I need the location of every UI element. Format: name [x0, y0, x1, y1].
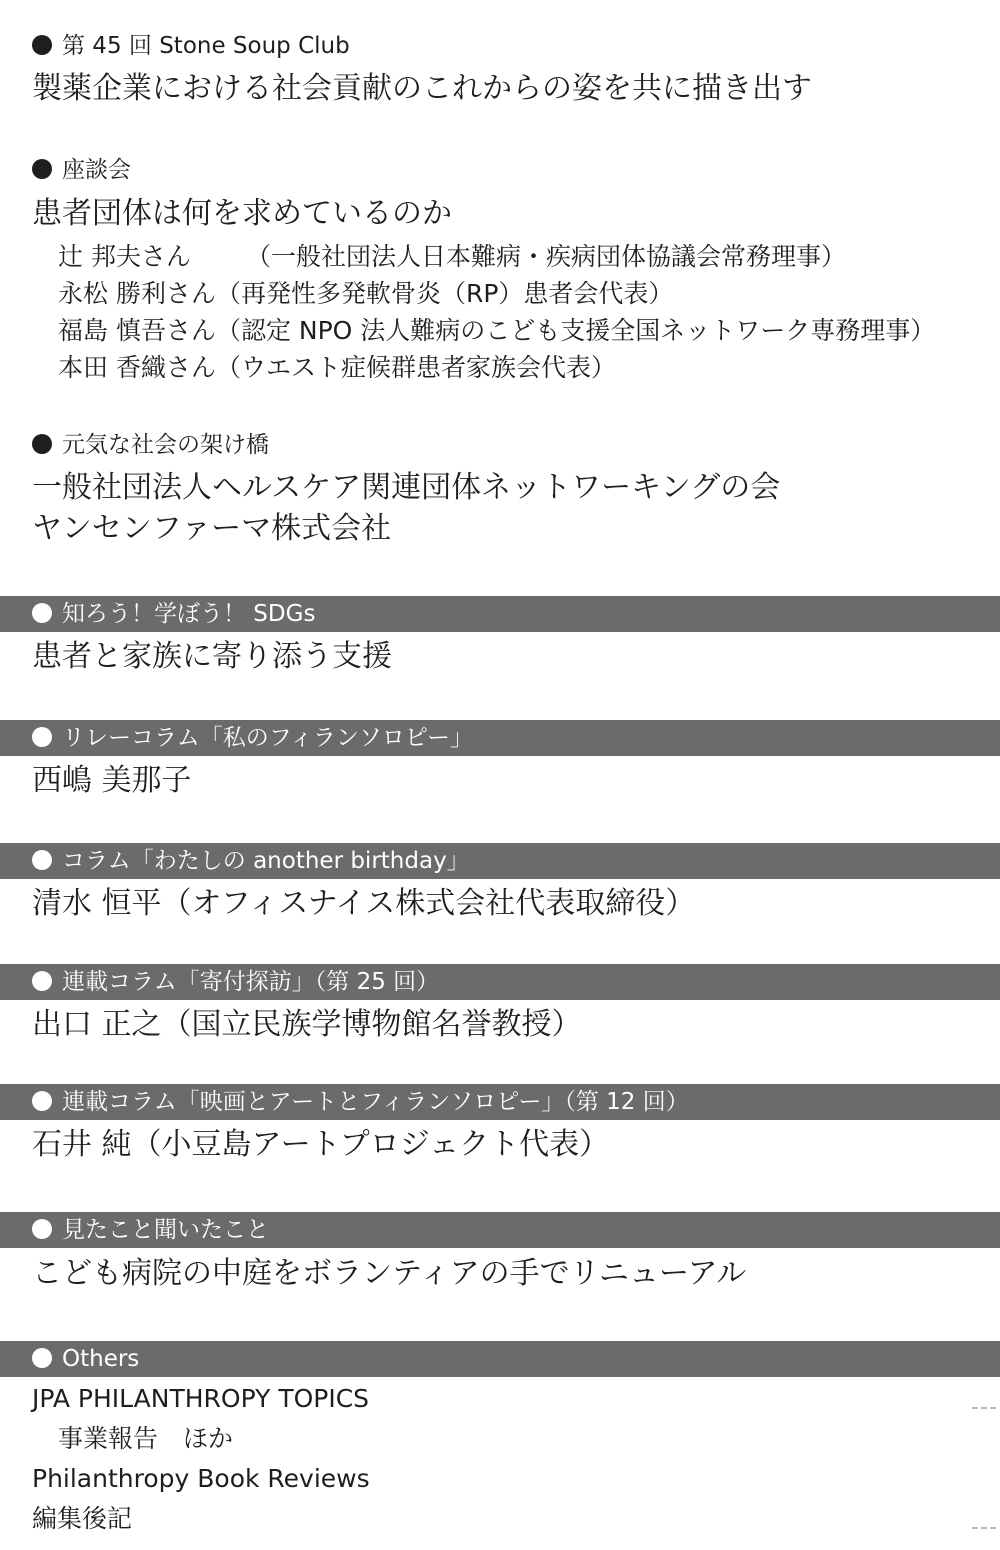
- bullet-dot-icon: [32, 1091, 52, 1111]
- section-header-text: リレーコラム「私のフィランソロピー」: [62, 725, 474, 751]
- section-header-text: 連載コラム「寄付探訪」（第 25 回）: [62, 969, 440, 995]
- stone-soup-title: 製薬企業における社会貢献のこれからの姿を共に描き出す: [32, 71, 812, 106]
- section-content-film-and-art: 石井 純（小豆島アートプロジェクト代表）: [32, 1127, 610, 1162]
- participant-affiliation: （再発性多発軟骨炎（RP）患者会代表）: [215, 279, 674, 308]
- bullet-dot-icon: [32, 727, 52, 747]
- section-header-text: Others: [62, 1346, 140, 1372]
- section-header-text: 見たこと聞いたこと: [62, 1217, 269, 1243]
- others-item: Philanthropy Book Reviews: [32, 1464, 370, 1493]
- genki-line: ヤンセンファーマ株式会社: [32, 511, 392, 546]
- section-header-text: コラム「わたしの another birthday」: [62, 848, 470, 874]
- others-item: JPA PHILANTHROPY TOPICS: [32, 1384, 370, 1413]
- section-header-seen-and-heard: [0, 1212, 1000, 1248]
- genki-line: 一般社団法人ヘルスケア関連団体ネットワーキングの会: [32, 470, 781, 505]
- bullet-dot-icon: [32, 159, 52, 179]
- bullet-dot-icon: [32, 434, 52, 454]
- participant: [58, 351, 616, 385]
- section-header-sdgs: [0, 596, 1000, 632]
- section-header-text: 連載コラム「映画とアートとフィランソロピー」（第 12 回）: [62, 1089, 689, 1115]
- others-item: 事業報告 ほか: [58, 1424, 234, 1453]
- others-item: 編集後記: [32, 1504, 133, 1533]
- participant: [58, 314, 935, 348]
- bullet-dot-icon: [32, 971, 52, 991]
- bullet-dot-icon: [32, 35, 52, 55]
- participant-affiliation: （一般社団法人日本難病・疾病団体協議会常務理事）: [246, 242, 847, 271]
- section-header-another-birthday: [0, 843, 1000, 879]
- section-content-relay-column: 西嶋 美那子: [32, 763, 192, 798]
- zadankai-label-text: 座談会: [62, 157, 131, 183]
- participant-affiliation: （ウエスト症候群患者家族会代表）: [215, 353, 616, 382]
- participant-name: 福島 慎吾さん: [58, 316, 216, 345]
- section-header-others: [0, 1341, 1000, 1377]
- section-content-seen-and-heard: こども病院の中庭をボランティアの手でリニューアル: [32, 1256, 747, 1291]
- page-edge-mark: [972, 1527, 996, 1531]
- participant: [58, 277, 673, 311]
- participant-name: 本田 香織さん: [58, 353, 216, 382]
- page-edge-mark: [972, 1407, 996, 1411]
- section-header-text: 知ろう！学ぼう！ SDGs: [62, 601, 316, 627]
- stone-soup-label: [32, 32, 350, 60]
- section-header-donation-visit: [0, 964, 1000, 1000]
- section-header-film-and-art: [0, 1084, 1000, 1120]
- stone-soup-label-text: 第 45 回 Stone Soup Club: [62, 33, 350, 59]
- bullet-dot-icon: [32, 1219, 52, 1239]
- participant-name: 辻 邦夫さん: [58, 242, 191, 271]
- section-content-sdgs: 患者と家族に寄り添う支援: [32, 639, 392, 674]
- participant-name: 永松 勝利さん: [58, 279, 216, 308]
- bullet-dot-icon: [32, 1348, 52, 1368]
- participant-affiliation: （認定 NPO 法人難病のこども支援全国ネットワーク専務理事）: [215, 316, 936, 345]
- zadankai-label: [32, 156, 131, 184]
- zadankai-title: 患者団体は何を求めているのか: [32, 196, 452, 231]
- bullet-dot-icon: [32, 603, 52, 623]
- participant: [58, 240, 846, 274]
- bullet-dot-icon: [32, 850, 52, 870]
- genki-label: [32, 431, 269, 459]
- section-content-another-birthday: 清水 恒平（オフィスナイス株式会社代表取締役）: [32, 886, 696, 921]
- section-content-donation-visit: 出口 正之（国立民族学博物館名誉教授）: [32, 1007, 582, 1042]
- section-header-relay-column: [0, 720, 1000, 756]
- genki-label-text: 元気な社会の架け橋: [62, 432, 269, 458]
